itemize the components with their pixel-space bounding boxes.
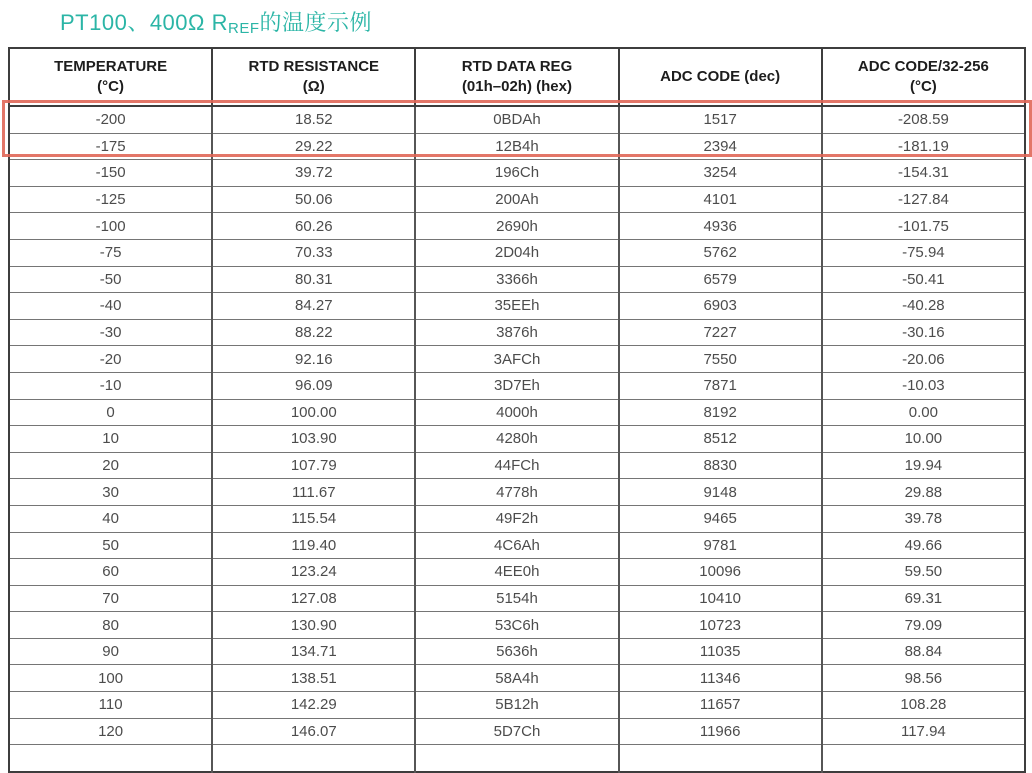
table-cell: -20 <box>9 346 212 373</box>
table-cell: 120 <box>9 718 212 745</box>
table-cell: 9465 <box>619 505 822 532</box>
table-cell: 35EEh <box>415 293 618 320</box>
table-cell: 9148 <box>619 479 822 506</box>
column-header-rtd-resistance <box>212 48 415 106</box>
header-line2: (°C) <box>97 78 124 95</box>
table-row <box>9 239 1025 266</box>
table-row <box>9 186 1025 213</box>
table-cell: 39.72 <box>212 160 415 187</box>
title-prefix: PT100、400Ω R <box>60 10 228 35</box>
table-cell: 96.09 <box>212 372 415 399</box>
table-cell: 119.40 <box>212 532 415 559</box>
table-cell: 44FCh <box>415 452 618 479</box>
table-cell: 20 <box>9 452 212 479</box>
table-cell: -10 <box>9 372 212 399</box>
table-cell: 80.31 <box>212 266 415 293</box>
table-cell: 5762 <box>619 239 822 266</box>
table-cell: 3366h <box>415 266 618 293</box>
table-cell: -181.19 <box>822 133 1025 160</box>
header-line1: TEMPERATURE <box>54 57 168 75</box>
table-cell: -208.59 <box>822 106 1025 133</box>
table-cell: -154.31 <box>822 160 1025 187</box>
table-cell: 59.50 <box>822 559 1025 586</box>
table-cell: 5154h <box>415 585 618 612</box>
header-line2: (Ω) <box>302 78 325 95</box>
column-header-rtd-data-reg <box>415 48 618 106</box>
table-row <box>9 399 1025 426</box>
table-cell: 30 <box>9 479 212 506</box>
table-cell: 70 <box>9 585 212 612</box>
table-cell: 39.78 <box>822 505 1025 532</box>
table-cell: 11657 <box>619 692 822 719</box>
table-row <box>9 692 1025 719</box>
table-cell: -150 <box>9 160 212 187</box>
table-cell: 127.08 <box>212 585 415 612</box>
table-cell: 103.90 <box>212 426 415 453</box>
table-row <box>9 452 1025 479</box>
table-cell: 8192 <box>619 399 822 426</box>
table-cell: -125 <box>9 186 212 213</box>
table-cell: 50.06 <box>212 186 415 213</box>
table-cell: 10 <box>9 426 212 453</box>
table-cell: 11035 <box>619 638 822 665</box>
table-cell: 4000h <box>415 399 618 426</box>
table-row <box>9 479 1025 506</box>
header-line2: (°C) <box>909 78 937 95</box>
table-cell: -175 <box>9 133 212 160</box>
table-cell: 4778h <box>415 479 618 506</box>
table-cell: 18.52 <box>212 106 415 133</box>
table-cell: 117.94 <box>822 718 1025 745</box>
column-header-temperature <box>9 48 212 106</box>
table-cell: 2690h <box>415 213 618 240</box>
table-cell: 11346 <box>619 665 822 692</box>
table-cell: 3D7Eh <box>415 372 618 399</box>
table-cell: 84.27 <box>212 293 415 320</box>
table-cell: 100 <box>9 665 212 692</box>
table-row <box>9 266 1025 293</box>
title-suffix: 的温度示例 <box>259 10 372 35</box>
table-cell: -101.75 <box>822 213 1025 240</box>
table-row <box>9 213 1025 240</box>
table-cell: 0BDAh <box>415 106 618 133</box>
table-cell: 12B4h <box>415 133 618 160</box>
table-cell: 107.79 <box>212 452 415 479</box>
table-row <box>9 585 1025 612</box>
table-cell: 5D7Ch <box>415 718 618 745</box>
header-row <box>9 48 1025 106</box>
table-cell: 1517 <box>619 106 822 133</box>
table-cell: 10410 <box>619 585 822 612</box>
table-cell: 53C6h <box>415 612 618 639</box>
table-cell: 7871 <box>619 372 822 399</box>
table-cell: 2D04h <box>415 239 618 266</box>
table-cell: 115.54 <box>212 505 415 532</box>
table-body <box>9 106 1025 772</box>
table-cell: 80 <box>9 612 212 639</box>
table-cell: 0 <box>9 399 212 426</box>
table-cell: 4101 <box>619 186 822 213</box>
rtd-temperature-table <box>8 47 1026 773</box>
table-cell: 6903 <box>619 293 822 320</box>
table-row <box>9 638 1025 665</box>
table-cell: -200 <box>9 106 212 133</box>
table-row <box>9 372 1025 399</box>
table-row <box>9 133 1025 160</box>
table-cell: 100.00 <box>212 399 415 426</box>
table-cell <box>415 745 618 772</box>
table-cell: 7550 <box>619 346 822 373</box>
table-cell: 88.84 <box>822 638 1025 665</box>
table-cell: 3876h <box>415 319 618 346</box>
table-cell: 0.00 <box>822 399 1025 426</box>
table-row <box>9 612 1025 639</box>
table-cell <box>619 745 822 772</box>
table-row <box>9 665 1025 692</box>
table-cell: 58A4h <box>415 665 618 692</box>
table-cell: 29.88 <box>822 479 1025 506</box>
table-row-partial <box>9 745 1025 772</box>
table-cell: 6579 <box>619 266 822 293</box>
table-cell: 10.00 <box>822 426 1025 453</box>
table-cell: 4C6Ah <box>415 532 618 559</box>
table-cell: 10096 <box>619 559 822 586</box>
table-cell: -50 <box>9 266 212 293</box>
table-row <box>9 426 1025 453</box>
header-line1: RTD DATA REG <box>461 57 573 75</box>
table-cell: 9781 <box>619 532 822 559</box>
column-header-adc-code-scaled <box>822 48 1025 106</box>
table-cell: -75.94 <box>822 239 1025 266</box>
table-cell: 11966 <box>619 718 822 745</box>
table-cell: 3254 <box>619 160 822 187</box>
header-line1: ADC CODE/32-256 <box>857 57 989 75</box>
table-cell: 90 <box>9 638 212 665</box>
table-cell: 3AFCh <box>415 346 618 373</box>
table-row <box>9 106 1025 133</box>
table-cell: 5636h <box>415 638 618 665</box>
table-cell: 8830 <box>619 452 822 479</box>
table-cell: 138.51 <box>212 665 415 692</box>
table-cell: 19.94 <box>822 452 1025 479</box>
table-cell: 79.09 <box>822 612 1025 639</box>
table-cell: 4280h <box>415 426 618 453</box>
table-row <box>9 718 1025 745</box>
column-header-adc-code-dec <box>619 48 822 106</box>
table-row <box>9 532 1025 559</box>
page-title <box>60 6 372 37</box>
table-cell: -75 <box>9 239 212 266</box>
table-cell: -100 <box>9 213 212 240</box>
table-row <box>9 293 1025 320</box>
table-cell: 110 <box>9 692 212 719</box>
table-header <box>9 48 1025 106</box>
table-cell <box>822 745 1025 772</box>
table-cell: 7227 <box>619 319 822 346</box>
table-cell: 134.71 <box>212 638 415 665</box>
table-cell: 98.56 <box>822 665 1025 692</box>
table-cell: 108.28 <box>822 692 1025 719</box>
table-row <box>9 346 1025 373</box>
table-cell: -20.06 <box>822 346 1025 373</box>
table-cell: -10.03 <box>822 372 1025 399</box>
header-line1: RTD RESISTANCE <box>248 57 380 75</box>
table-cell: 8512 <box>619 426 822 453</box>
header-line2: (01h–02h) (hex) <box>461 78 572 95</box>
table-cell: 69.31 <box>822 585 1025 612</box>
table-cell: 88.22 <box>212 319 415 346</box>
table-cell: 4936 <box>619 213 822 240</box>
table-cell: -40.28 <box>822 293 1025 320</box>
title-subscript: REF <box>227 20 260 37</box>
table-cell: 4EE0h <box>415 559 618 586</box>
table-row <box>9 319 1025 346</box>
table-cell <box>212 745 415 772</box>
table-cell: 123.24 <box>212 559 415 586</box>
table-cell: 130.90 <box>212 612 415 639</box>
table-cell: -30 <box>9 319 212 346</box>
table-row <box>9 505 1025 532</box>
table-cell: 146.07 <box>212 718 415 745</box>
table-cell: 2394 <box>619 133 822 160</box>
table-cell: -30.16 <box>822 319 1025 346</box>
table-cell: 10723 <box>619 612 822 639</box>
table-cell: -40 <box>9 293 212 320</box>
table-cell: 60.26 <box>212 213 415 240</box>
header-line1: ADC CODE (dec) <box>660 67 781 85</box>
table-row <box>9 160 1025 187</box>
table-cell: 49.66 <box>822 532 1025 559</box>
table-cell: 40 <box>9 505 212 532</box>
table-row <box>9 559 1025 586</box>
table-cell <box>9 745 212 772</box>
table-cell: 200Ah <box>415 186 618 213</box>
table-cell: 29.22 <box>212 133 415 160</box>
table-cell: 92.16 <box>212 346 415 373</box>
table-cell: 49F2h <box>415 505 618 532</box>
table-cell: 50 <box>9 532 212 559</box>
table-cell: 70.33 <box>212 239 415 266</box>
table-cell: 60 <box>9 559 212 586</box>
table-cell: 111.67 <box>212 479 415 506</box>
table-cell: -50.41 <box>822 266 1025 293</box>
table-cell: 196Ch <box>415 160 618 187</box>
table-cell: 5B12h <box>415 692 618 719</box>
table-cell: 142.29 <box>212 692 415 719</box>
table-cell: -127.84 <box>822 186 1025 213</box>
